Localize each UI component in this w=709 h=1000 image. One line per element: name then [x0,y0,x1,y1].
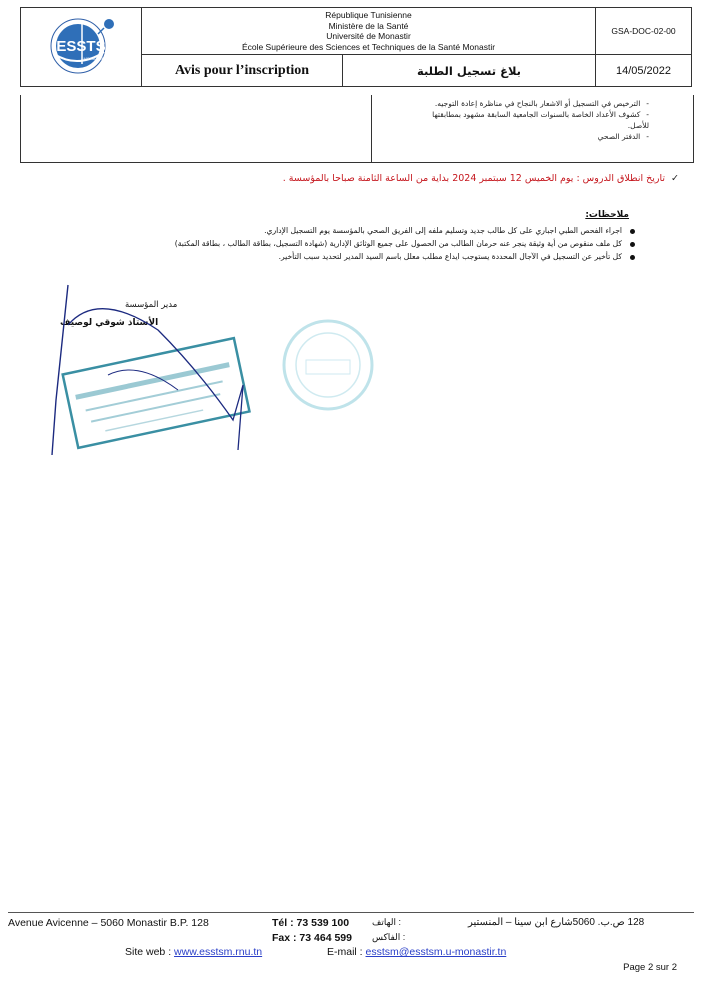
bullet-icon [630,229,635,234]
director-title: مدير المؤسسة [125,300,178,310]
website-link[interactable]: www.esstsm.rnu.tn [174,946,263,958]
logo-subtext: MONASTIR [82,56,105,61]
list-item: للأصل. [627,121,649,130]
footer-fax: Fax : 73 464 599 [272,932,352,944]
institution-line: Ministère de la Santé [328,20,409,31]
logo-text: ESSTS [55,38,106,55]
checkmark-icon: ✓ [671,173,679,184]
director-stamp [63,338,250,448]
footer-email: E-mail : esstsm@esstsm.u-monastir.tn [327,946,507,958]
bullet-icon [630,255,635,260]
document-header [20,7,692,87]
notes-list [75,224,635,263]
requirements-list [339,98,649,142]
institution-line: République Tunisienne [325,10,412,20]
footer-divider [8,912,694,913]
list-item: -الدفتر الصحي [597,132,649,141]
email-link[interactable]: esstsm@esstsm.u-monastir.tn [365,946,507,958]
doc-code: GSA-DOC-02-00 [596,8,692,55]
list-item: كل تأخير عن التسجيل في الآجال المحددة يستوجب ايداع مطلب معلل باسم السيد المدير لتحديد سبب التأخير. [75,250,635,263]
logo-cell [21,8,142,87]
signature-stamp-graphic [38,280,398,470]
title-french: Avis pour l’inscription [142,55,343,87]
essts-logo [34,14,129,76]
doc-date: 14/05/2022 [596,55,692,87]
list-item: -كشوف الأعداد الخاصة بالسنوات الجامعية السابقة مشهود بمطابقتها [432,110,649,119]
list-item: كل ملف منقوص من أية وثيقة ينجر عنه حرمان الطالب من الحصول على جميع الوثائق الإدارية (شهادة التسجيل، بطاقة الطالب ، بطاقة المكتبة) [75,237,635,250]
footer-tel-ar: : الهاتف [372,917,401,927]
list-item: اجراء الفحص الطبي اجباري على كل طالب جديد وتسليم ملفه إلى الفريق الصحي بالمؤسسة يوم التسجيل الإداري. [75,224,635,237]
footer-address-ar: 128 ص.ب. 5060شارع ابن سينا – المنستير [468,917,645,928]
list-item: -الترخيص في التسجيل أو الاشعار بالنجاح في مناظرة إعادة التوجيه. [434,99,649,108]
institution-line: Université de Monastir [326,31,411,41]
bullet-icon [630,242,635,247]
institution-line: École Supérieure des Sciences et Techniques de la Santé Monastir [241,41,496,52]
footer-fax-ar: : الفاكس [372,932,406,942]
page-number: Page 2 sur 2 [623,962,677,973]
institution-block [142,8,596,55]
director-name: الأستاذ شوقي لوصيف [60,318,159,328]
course-start-notice: ✓تاريخ انطلاق الدروس : يوم الخميس 12 سبتمبر 2024 بداية من الساعة الثامنة صباحا بالمؤسسة . [282,173,679,184]
title-arabic: بلاغ تسجيل الطلبة [343,55,596,87]
notes-heading: ملاحظات: [585,210,629,220]
footer-website: Site web : www.esstsm.rnu.tn [125,946,263,958]
footer-tel: Tél : 73 539 100 [272,917,350,929]
footer-address-fr: Avenue Avicenne – 5060 Monastir B.P. 128 [8,917,209,929]
